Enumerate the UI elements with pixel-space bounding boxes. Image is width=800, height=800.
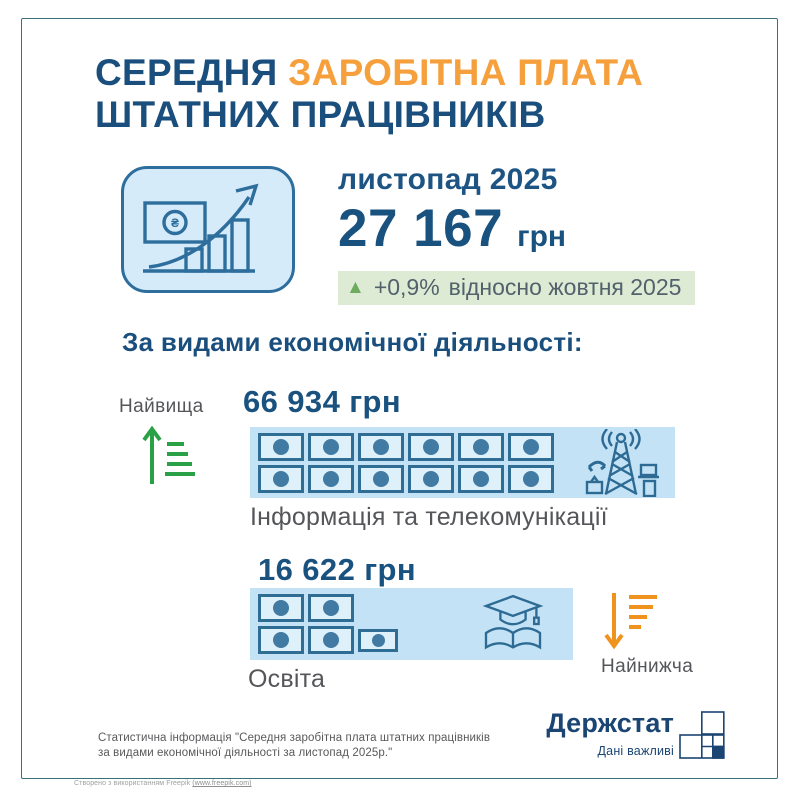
telecom-tower-icon [581, 429, 661, 497]
banknote-icon [508, 465, 554, 493]
salary-number: 27 167 [338, 199, 504, 258]
change-percent: +0,9% [373, 274, 440, 300]
banknote-icon [308, 626, 354, 654]
banknote-row [258, 626, 398, 654]
banknote-icon [308, 594, 354, 622]
banknote-row [258, 465, 554, 493]
freepik-credit [74, 780, 252, 787]
salary-unit: грн [517, 220, 567, 253]
banknote-icon [458, 465, 504, 493]
banknote-grid [258, 594, 398, 654]
section-heading: За видами економічної діяльності: [122, 327, 583, 357]
average-salary-value [338, 199, 695, 264]
title-part-1: СЕРЕДНЯ [95, 52, 278, 93]
lowest-label: Найнижча [601, 656, 694, 677]
banknote-icon [258, 433, 304, 461]
change-badge [338, 271, 695, 305]
source-line-2: за видами економічної діяльності за листопад 2025р." [98, 747, 393, 759]
banknote-icon [308, 465, 354, 493]
lowest-value: 16 622 грн [258, 552, 417, 587]
lowest-banner [250, 588, 573, 660]
logo-tagline: Дані важливі [597, 744, 674, 758]
sort-ascending-arrow-icon [142, 424, 196, 486]
page-title [95, 52, 643, 136]
lowest-category: Освіта [248, 665, 326, 693]
title-line-2: ШТАТНИХ ПРАЦІВНИКІВ [95, 94, 546, 135]
highest-banner [250, 427, 675, 498]
highest-label: Найвища [119, 396, 204, 417]
source-note [98, 731, 490, 761]
banknote-icon [258, 626, 304, 654]
banknote-icon [458, 433, 504, 461]
credit-text: Створено з використанням Freepik [74, 780, 193, 787]
sort-descending-arrow-icon [604, 589, 658, 651]
banknote-icon [358, 433, 404, 461]
change-note: відносно жовтня 2025 [448, 274, 682, 300]
banknote-icon [258, 594, 304, 622]
hero-stats [338, 163, 695, 305]
derzhstat-logo-text [520, 708, 674, 758]
banknote-icon [408, 465, 454, 493]
title-part-2: ЗАРОБІТНА ПЛАТА [288, 52, 644, 93]
freepik-link[interactable]: (www.freepik.com) [192, 780, 252, 787]
source-line-1: Статистична інформація "Середня заробітна плата штатних працівників [98, 732, 491, 744]
derzhstat-squares-logo [679, 711, 725, 760]
triangle-up-icon: ▲ [346, 277, 365, 298]
banknote-icon [258, 465, 304, 493]
graduation-cap-book-icon [477, 592, 549, 656]
svg-text:₴: ₴ [170, 215, 180, 230]
title-line-1 [95, 52, 643, 94]
banknote-icon [358, 465, 404, 493]
highest-value: 66 934 грн [243, 384, 402, 419]
banknote-icon [508, 433, 554, 461]
money-growth-chart-icon [121, 166, 295, 293]
banknote-icon [358, 629, 398, 652]
banknote-icon [408, 433, 454, 461]
banknote-row [258, 433, 554, 461]
logo-name: Держстат [546, 708, 674, 738]
period-label: листопад 2025 [338, 163, 558, 196]
banknote-icon [308, 433, 354, 461]
banknote-row [258, 594, 398, 622]
banknote-grid [258, 433, 554, 493]
highest-category: Інформація та телекомунікації [250, 503, 608, 531]
